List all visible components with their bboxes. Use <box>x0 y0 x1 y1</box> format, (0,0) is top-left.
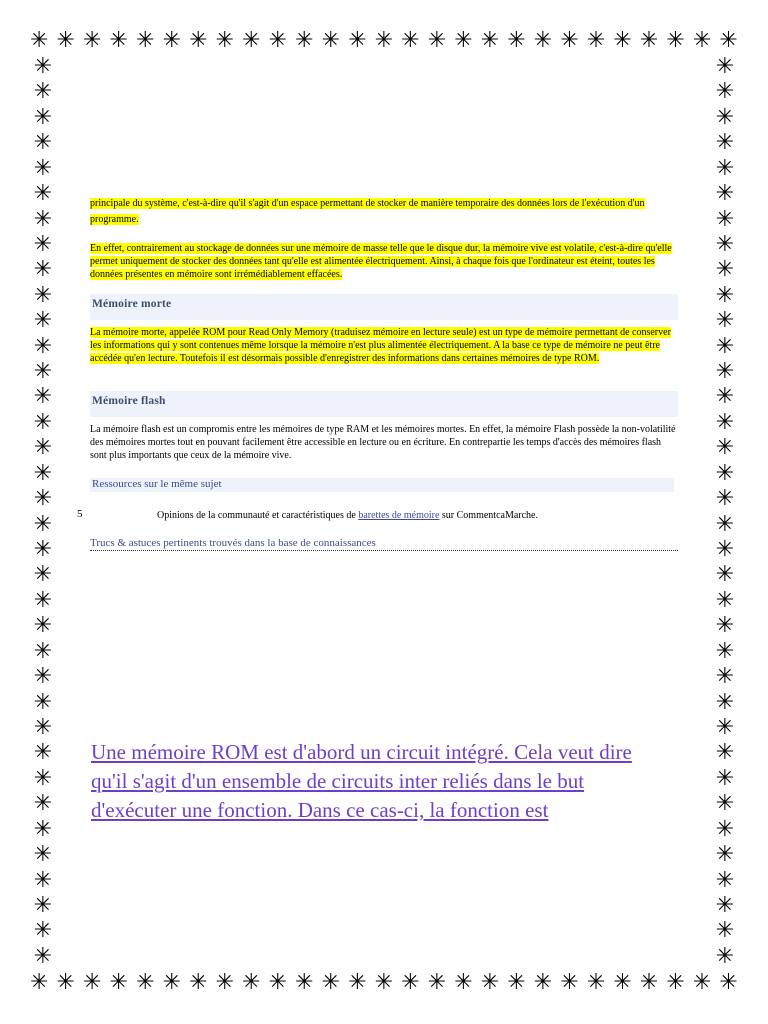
star-ornament-icon: ✳ <box>533 28 553 53</box>
star-ornament-icon: ✳ <box>33 943 53 969</box>
star-ornament-icon: ✳ <box>33 587 53 613</box>
star-ornament-icon: ✳ <box>33 867 53 893</box>
star-ornament-icon: ✳ <box>480 970 500 995</box>
star-ornament-icon: ✳ <box>715 384 735 410</box>
star-ornament-icon: ✳ <box>33 664 53 690</box>
star-ornament-icon: ✳ <box>162 28 182 53</box>
star-ornament-icon: ✳ <box>162 970 182 995</box>
star-ornament-icon: ✳ <box>715 562 735 588</box>
star-ornament-icon: ✳ <box>33 613 53 639</box>
heading-rom: Mémoire morte <box>92 298 172 310</box>
star-ornament-icon: ✳ <box>533 970 553 995</box>
star-ornament-icon: ✳ <box>692 28 712 53</box>
heading-flash: Mémoire flash <box>92 395 166 407</box>
star-ornament-icon: ✳ <box>401 28 420 53</box>
star-ornament-icon: ✳ <box>715 359 735 385</box>
star-ornament-icon: ✳ <box>715 689 735 715</box>
paragraph-flash: La mémoire flash est un compromis entre les mémoires de type RAM et les mémoires mortes. En effet, la mémoire Flash possède la non-volatilité des mémoires mortes tout en pouvant facilement être accessible en lecture ou en écriture. En contrepartie les temps d'accès des mémoires flash sont plus importants que ceux de la mémoire vive. <box>90 424 676 461</box>
star-ornament-icon: ✳ <box>348 28 367 53</box>
star-ornament-icon: ✳ <box>33 435 53 461</box>
star-ornament-icon: ✳ <box>715 537 735 563</box>
star-ornament-icon: ✳ <box>33 104 53 130</box>
star-ornament-icon: ✳ <box>33 257 53 283</box>
star-ornament-icon: ✳ <box>30 970 49 995</box>
star-ornament-icon: ✳ <box>715 231 735 257</box>
star-ornament-icon: ✳ <box>586 970 606 995</box>
star-ornament-icon: ✳ <box>33 54 53 79</box>
star-ornament-icon: ✳ <box>268 28 288 53</box>
star-ornament-icon: ✳ <box>666 970 685 995</box>
opinions-line: Opinions de la communauté et caractéristiques de barettes de mémoire sur CommentcaMarche. <box>157 510 538 521</box>
star-ornament-icon: ✳ <box>715 816 735 842</box>
star-ornament-icon: ✳ <box>715 638 735 664</box>
star-ornament-icon: ✳ <box>715 714 735 740</box>
star-ornament-icon: ✳ <box>242 970 261 995</box>
star-ornament-icon: ✳ <box>33 206 53 232</box>
star-ornament-icon: ✳ <box>33 740 53 766</box>
star-ornament-icon: ✳ <box>33 511 53 537</box>
border-right <box>712 56 738 968</box>
resources-label: Ressources sur le même sujet <box>92 478 222 490</box>
star-ornament-icon: ✳ <box>613 28 632 53</box>
star-ornament-icon: ✳ <box>715 282 735 308</box>
border-bottom <box>30 970 738 996</box>
star-ornament-icon: ✳ <box>427 28 447 53</box>
star-ornament-icon: ✳ <box>715 486 735 512</box>
star-ornament-icon: ✳ <box>613 970 632 995</box>
star-ornament-icon: ✳ <box>33 842 53 868</box>
star-ornament-icon: ✳ <box>33 918 53 944</box>
star-ornament-icon: ✳ <box>480 28 500 53</box>
star-ornament-icon: ✳ <box>30 28 49 53</box>
star-ornament-icon: ✳ <box>33 638 53 664</box>
star-ornament-icon: ✳ <box>109 970 128 995</box>
rom-description-link[interactable]: Une mémoire ROM est d'abord un circuit intégré. Cela veut dire qu'il s'agit d'un ensemble de circuits inter reliés dans le but d'exécuter une fonction. Dans ce cas-ci, la fonction est <box>91 740 632 822</box>
star-ornament-icon: ✳ <box>715 867 735 893</box>
star-ornament-icon: ✳ <box>33 155 53 181</box>
star-ornament-icon: ✳ <box>83 28 102 53</box>
list-number: 5 <box>77 508 83 520</box>
star-ornament-icon: ✳ <box>715 435 735 461</box>
star-ornament-icon: ✳ <box>33 181 53 207</box>
star-ornament-icon: ✳ <box>715 918 735 944</box>
star-ornament-icon: ✳ <box>189 28 208 53</box>
star-ornament-icon: ✳ <box>215 970 235 995</box>
star-ornament-icon: ✳ <box>719 28 738 53</box>
star-ornament-icon: ✳ <box>715 181 735 207</box>
star-ornament-icon: ✳ <box>33 409 53 435</box>
heading-flash-bar <box>90 391 678 417</box>
star-ornament-icon: ✳ <box>348 970 367 995</box>
star-ornament-icon: ✳ <box>715 130 735 156</box>
star-ornament-icon: ✳ <box>33 765 53 791</box>
star-ornament-icon: ✳ <box>33 308 53 334</box>
star-ornament-icon: ✳ <box>56 28 75 53</box>
star-ornament-icon: ✳ <box>215 28 235 53</box>
paragraph-rom: La mémoire morte, appelée ROM pour Read Only Memory (traduisez mémoire en lecture seule) est un type de mémoire permettant de conserver les informations qui y sont contenues même lorsque la mémoire n'est plus alimentée électriquement. A la base ce type de mémoire ne peut être accédée qu'en lecture. Toutefois il est désormais possible d'enregistrer des informations dans certaines mémoires de type ROM. <box>90 327 671 364</box>
star-ornament-icon: ✳ <box>321 28 341 53</box>
star-ornament-icon: ✳ <box>33 130 53 156</box>
star-ornament-icon: ✳ <box>109 28 128 53</box>
star-ornament-icon: ✳ <box>56 970 75 995</box>
star-ornament-icon: ✳ <box>715 842 735 868</box>
star-ornament-icon: ✳ <box>507 970 526 995</box>
heading-rom-bar <box>90 294 678 320</box>
star-ornament-icon: ✳ <box>33 486 53 512</box>
star-ornament-icon: ✳ <box>560 970 579 995</box>
star-ornament-icon: ✳ <box>715 257 735 283</box>
star-ornament-icon: ✳ <box>33 689 53 715</box>
star-ornament-icon: ✳ <box>715 892 735 918</box>
star-ornament-icon: ✳ <box>33 791 53 817</box>
star-ornament-icon: ✳ <box>715 791 735 817</box>
star-ornament-icon: ✳ <box>586 28 606 53</box>
star-ornament-icon: ✳ <box>374 970 394 995</box>
star-ornament-icon: ✳ <box>719 970 738 995</box>
paragraph-ram-volatile: En effet, contrairement au stockage de données sur une mémoire de masse telle que le disque dur, la mémoire vive est volatile, c'est-à-dire qu'elle permet uniquement de stocker des données tant qu'elle est alimentée électriquement. Ainsi, à chaque fois que l'ordinateur est éteint, toutes les données présentes en mémoire sont irrémédiablement effacées. <box>90 243 672 280</box>
star-ornament-icon: ✳ <box>189 970 208 995</box>
star-ornament-icon: ✳ <box>715 155 735 181</box>
star-ornament-icon: ✳ <box>715 460 735 486</box>
star-ornament-icon: ✳ <box>33 892 53 918</box>
star-ornament-icon: ✳ <box>692 970 712 995</box>
star-ornament-icon: ✳ <box>136 28 155 53</box>
star-ornament-icon: ✳ <box>507 28 526 53</box>
star-ornament-icon: ✳ <box>83 970 102 995</box>
star-ornament-icon: ✳ <box>715 308 735 334</box>
star-ornament-icon: ✳ <box>715 333 735 359</box>
barettes-memoire-link[interactable]: barettes de mémoire <box>358 510 440 521</box>
star-ornament-icon: ✳ <box>454 970 473 995</box>
star-ornament-icon: ✳ <box>242 28 261 53</box>
star-ornament-icon: ✳ <box>321 970 341 995</box>
star-ornament-icon: ✳ <box>715 740 735 766</box>
star-ornament-icon: ✳ <box>33 79 53 105</box>
star-ornament-icon: ✳ <box>33 714 53 740</box>
star-ornament-icon: ✳ <box>33 282 53 308</box>
tips-line[interactable]: Trucs & astuces pertinents trouvés dans la base de connaissances <box>90 537 678 551</box>
star-ornament-icon: ✳ <box>33 231 53 257</box>
star-ornament-icon: ✳ <box>715 613 735 639</box>
star-ornament-icon: ✳ <box>295 970 314 995</box>
border-top <box>30 28 738 54</box>
paragraph-ram-intro: principale du système, c'est-à-dire qu'il s'agit d'un espace permettant de stocker de manière temporaire des données lors de l'exécution d'un programme. <box>90 198 645 225</box>
border-left <box>30 56 56 968</box>
star-ornament-icon: ✳ <box>33 816 53 842</box>
star-ornament-icon: ✳ <box>33 384 53 410</box>
star-ornament-icon: ✳ <box>639 970 659 995</box>
resources-bar <box>90 478 674 492</box>
star-ornament-icon: ✳ <box>33 537 53 563</box>
star-ornament-icon: ✳ <box>715 104 735 130</box>
star-ornament-icon: ✳ <box>715 206 735 232</box>
star-ornament-icon: ✳ <box>33 333 53 359</box>
star-ornament-icon: ✳ <box>33 359 53 385</box>
star-ornament-icon: ✳ <box>715 587 735 613</box>
star-ornament-icon: ✳ <box>33 460 53 486</box>
star-ornament-icon: ✳ <box>454 28 473 53</box>
star-ornament-icon: ✳ <box>666 28 685 53</box>
star-ornament-icon: ✳ <box>715 765 735 791</box>
star-ornament-icon: ✳ <box>401 970 420 995</box>
star-ornament-icon: ✳ <box>427 970 447 995</box>
star-ornament-icon: ✳ <box>715 409 735 435</box>
star-ornament-icon: ✳ <box>295 28 314 53</box>
star-ornament-icon: ✳ <box>715 943 735 969</box>
star-ornament-icon: ✳ <box>560 28 579 53</box>
star-ornament-icon: ✳ <box>136 970 155 995</box>
star-ornament-icon: ✳ <box>639 28 659 53</box>
star-ornament-icon: ✳ <box>715 54 735 79</box>
star-ornament-icon: ✳ <box>715 79 735 105</box>
star-ornament-icon: ✳ <box>268 970 288 995</box>
star-ornament-icon: ✳ <box>33 562 53 588</box>
star-ornament-icon: ✳ <box>715 664 735 690</box>
star-ornament-icon: ✳ <box>715 511 735 537</box>
star-ornament-icon: ✳ <box>374 28 394 53</box>
